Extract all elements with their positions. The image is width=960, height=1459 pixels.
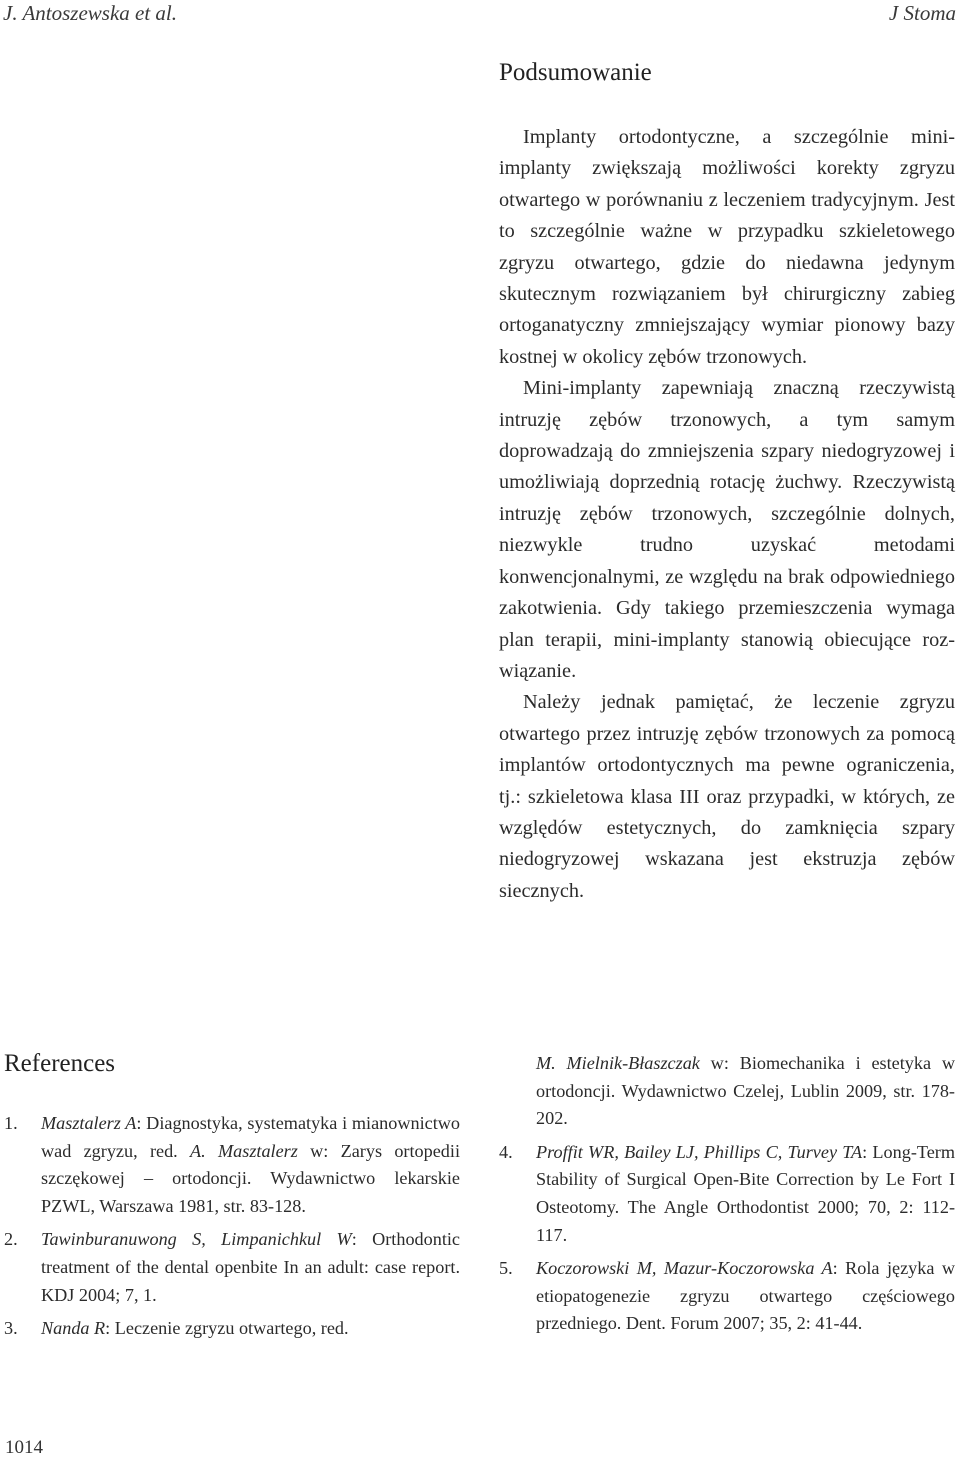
- summary-paragraph: Należy jednak pamiętać, że leczenie zgryzu otwartego przez intruzję zębów trzonowych za pomocą implantów ortodontycznych ma pewne ograniczenia, tj.: szkieletowa klasa III oraz przypadki, w których, ze względów estetycznych, do zamknięcia szpary niedogryzowej wskazana jest ekstruzja zębów siecznych.: [499, 691, 955, 902]
- reference-editor: A. Masztalerz: [190, 1140, 298, 1161]
- references-column-left: [4, 1110, 460, 1349]
- page-number: 1014: [5, 1437, 43, 1458]
- reference-text: [41, 1110, 460, 1220]
- reference-details: w: Biomechanika i estetyka w ortodoncji. Wydawnictwo Czelej, Lublin 2009, str. 178-202.: [536, 1053, 955, 1129]
- reference-details: : Orthodontic treatment of the dental openbite In an adult: case report. KDJ 2004; 7, 1.: [41, 1229, 460, 1305]
- reference-number: 4.: [499, 1141, 513, 1162]
- summary-body: [499, 122, 955, 907]
- reference-item: [499, 1255, 955, 1338]
- reference-author: Koczorowski M, Mazur-Koczorowska A: [536, 1258, 833, 1279]
- reference-text: [536, 1139, 955, 1249]
- reference-number: 3.: [4, 1318, 18, 1339]
- reference-author: Tawinburanuwong S, Limpanichkul W: [41, 1229, 352, 1250]
- reference-details: : Rola języka w etiopatogenezie zgryzu otwartego częściowego przedniego. Dent. Forum 2007; 35, 2: 41-44.: [536, 1258, 955, 1334]
- reference-item: [4, 1110, 460, 1220]
- reference-details: w: Zarys ortopedii szczękowej – ortodoncji. Wydawnictwo lekarskie PZWL, Warszawa 1981, str. 83-128.: [41, 1140, 461, 1216]
- reference-details: : Long-Term Stability of Surgical Open-Bite Correction by Le Fort I Osteotomy. The Angle Orthodontist 2000; 70, 2: 112-117.: [536, 1141, 955, 1245]
- reference-author: Proffit WR, Bailey LJ, Phillips C, Turvey TA: [536, 1141, 863, 1162]
- running-header-journal: J Stoma: [888, 1, 956, 25]
- section-title-references: References: [4, 1050, 116, 1077]
- summary-paragraph: Mini-implanty zapewniają znaczną rzeczywistą intruzję zębów trzonowych, a tym samym doprowadzają do zmniejszenia szpary niedogryzowej i umożliwiają doprzednią rotację żuchwy. Rzeczywistą intruzję zębów trzonowych, szczególnie dolnych, niezwykle trudno uzyskać metodami konwencjonalnymi, ze względu na brak odpowiedniego zakotwienia. Gdy takiego przemieszczenia wymaga plan terapii, mini-implanty stanowią obiecujące rozwiązanie.: [499, 377, 955, 682]
- reference-item: [4, 1226, 460, 1309]
- section-title-summary: Podsumowanie: [499, 59, 652, 86]
- reference-item-continued: [499, 1050, 955, 1133]
- references-column-right: [499, 1050, 955, 1344]
- reference-text: [536, 1255, 955, 1338]
- reference-item: [499, 1139, 955, 1249]
- reference-editor: M. Mielnik-Błaszczak: [536, 1053, 700, 1073]
- running-header-authors: J. Antoszewska et al.: [3, 1, 178, 25]
- reference-text: [41, 1226, 460, 1309]
- summary-paragraph: Implanty ortodontyczne, a szczególnie mini-implanty zwiększają możliwości korekty zgryzu otwartego w porównaniu z leczeniem tradycyjnym. Jest to szczególnie ważne w przypadku szkieletowego zgryzu otwartego, gdzie do niedawna jedynym skutecznym rozwiązaniem był chirurgiczny zabieg ortoganatyczny zmniejszający wymiar pionowy bazy kostnej w okolicy zębów trzonowych.: [499, 126, 955, 368]
- reference-author: Nanda R: [41, 1318, 106, 1339]
- reference-item: [4, 1315, 460, 1343]
- reference-text: [536, 1050, 955, 1133]
- reference-number: 5.: [499, 1258, 513, 1279]
- reference-text: [41, 1315, 460, 1343]
- reference-number: 2.: [4, 1229, 18, 1250]
- reference-details: : Diagnostyka, systematyka i mianownictwo wad zgryzu, red.: [41, 1113, 460, 1161]
- reference-details: : Leczenie zgryzu otwartego, red.: [105, 1318, 349, 1339]
- reference-number: 1.: [4, 1113, 18, 1133]
- reference-author: Masztalerz A: [41, 1113, 137, 1133]
